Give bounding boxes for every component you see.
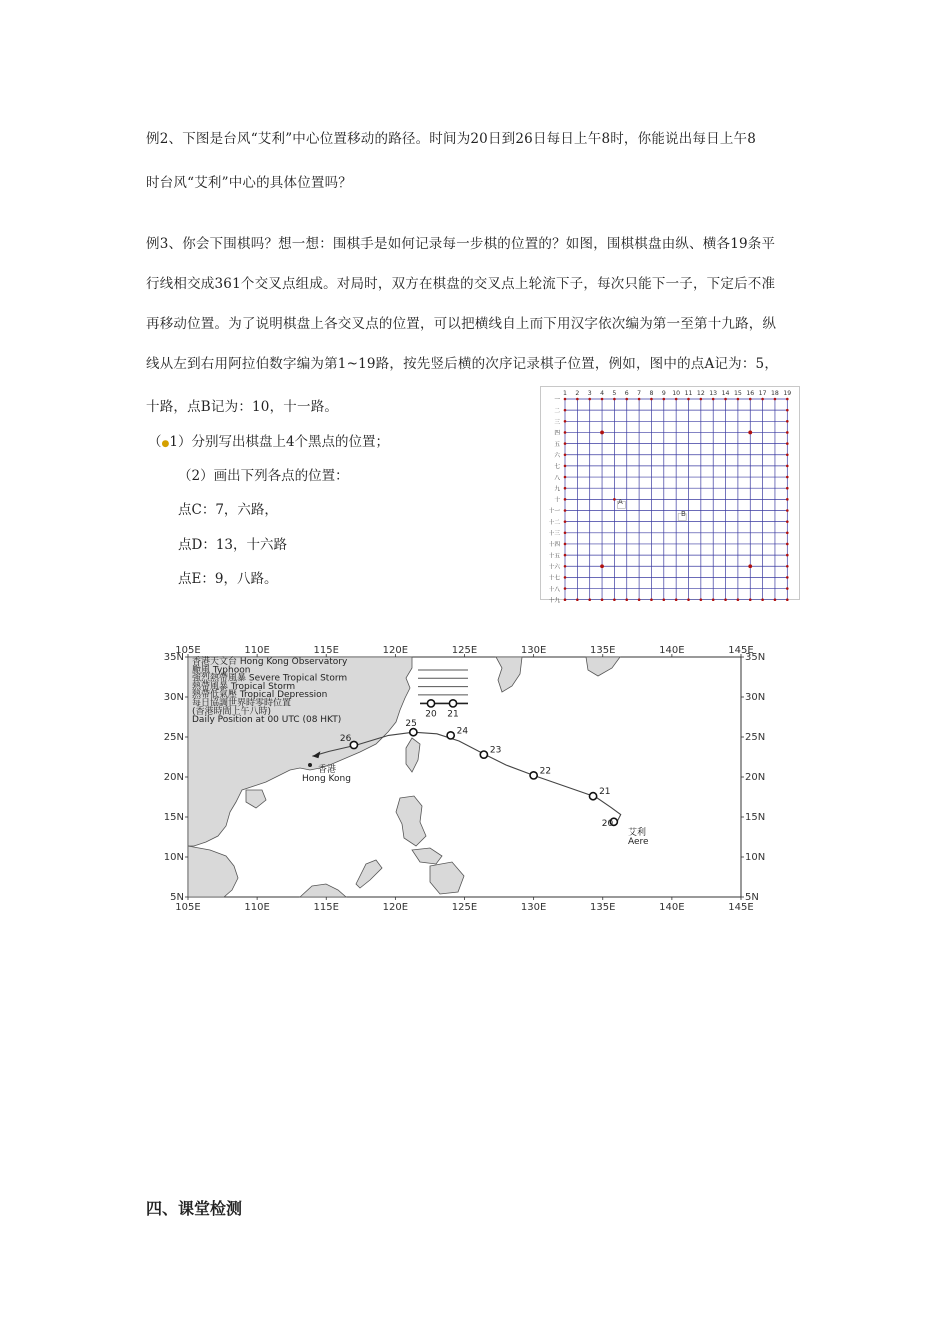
board-row-label: 九 bbox=[554, 486, 560, 493]
example3-line-4: 线从左到右用阿拉伯数字编为第1~19路，按先竖后横的次序记录棋子位置，例如，图中的点A记为：5， bbox=[146, 356, 779, 372]
map-right-lat-label: 10N bbox=[745, 852, 766, 863]
board-edge-point bbox=[564, 487, 567, 490]
point-d: 点D：13，十六路 bbox=[178, 537, 288, 553]
board-edge-point bbox=[675, 398, 678, 401]
storm-name-en: Aere bbox=[628, 837, 649, 847]
map-bottom-lon-label: 145E bbox=[728, 902, 754, 913]
board-edge-point bbox=[564, 431, 567, 434]
board-edge-point bbox=[675, 598, 678, 601]
board-edge-point bbox=[564, 532, 567, 535]
board-column-label: 6 bbox=[624, 390, 629, 397]
board-edge-point bbox=[564, 498, 567, 501]
board-edge-point bbox=[724, 398, 727, 401]
map-bottom-lon-label: 125E bbox=[451, 902, 478, 913]
board-edge-point bbox=[576, 398, 579, 401]
board-row-label: 二 bbox=[554, 408, 560, 415]
board-column-label: 1 bbox=[563, 390, 567, 397]
board-column-label: 18 bbox=[771, 390, 779, 397]
example3-line-3: 再移动位置。为了说明棋盘上各交叉点的位置，可以把横线自上而下用汉字依次编为第一至第十九路，纵 bbox=[146, 316, 777, 332]
track-day-marker-icon bbox=[589, 793, 596, 800]
board-row-label: 十四 bbox=[548, 542, 560, 549]
board-edge-point bbox=[761, 598, 764, 601]
board-column-label: 8 bbox=[649, 390, 654, 397]
map-left-lat-label: 30N bbox=[163, 692, 184, 703]
map-right-lat-label: 30N bbox=[745, 692, 766, 703]
map-left-lat-label: 5N bbox=[170, 892, 184, 903]
board-row-label: 六 bbox=[554, 452, 560, 459]
board-star-point bbox=[600, 564, 604, 568]
track-day-label: 26 bbox=[339, 734, 352, 744]
board-edge-point bbox=[601, 398, 604, 401]
board-edge-point bbox=[749, 398, 752, 401]
board-edge-point bbox=[564, 565, 567, 568]
map-top-lon-label: 135E bbox=[590, 645, 616, 656]
board-column-label: 4 bbox=[600, 390, 605, 397]
board-grid bbox=[565, 399, 787, 600]
example3-line-5: 十路，点B记为：10，十一路。 bbox=[146, 399, 339, 415]
board-row-label: 十六 bbox=[548, 564, 560, 571]
board-row-label: 十八 bbox=[548, 586, 560, 593]
map-right-lat-label: 25N bbox=[745, 732, 766, 743]
board-row-label: 十一 bbox=[548, 508, 560, 515]
board-edge-point bbox=[774, 398, 777, 401]
board-row-label: 五 bbox=[554, 441, 560, 448]
map-bottom-lon-label: 105E bbox=[175, 902, 201, 913]
board-edge-point bbox=[786, 453, 789, 456]
board-edge-point bbox=[761, 398, 764, 401]
board-edge-point bbox=[625, 398, 628, 401]
board-edge-point bbox=[564, 476, 567, 479]
board-edge-point bbox=[564, 465, 567, 468]
example3-line-1: 例3、你会下围棋吗？想一想：围棋手是如何记录每一步棋的位置的？如图，围棋棋盘由纵、横各19条平 bbox=[146, 236, 776, 252]
board-edge-point bbox=[638, 598, 641, 601]
example2-line-1: 例2、下图是台风“艾利”中心位置移动的路径。时间为20日到26日每日上午8时，你能说出每日上午8 bbox=[146, 131, 757, 147]
map-bottom-lon-label: 120E bbox=[382, 902, 409, 913]
track-day-marker-icon bbox=[447, 732, 454, 739]
board-edge-point bbox=[774, 598, 777, 601]
board-point-b-label: B bbox=[681, 510, 686, 518]
track-day-label: 20 bbox=[601, 818, 614, 829]
map-top-lon-label: 120E bbox=[382, 645, 409, 656]
board-row-label: 十二 bbox=[548, 519, 560, 526]
board-edge-point bbox=[650, 598, 653, 601]
board-edge-point bbox=[613, 398, 616, 401]
board-row-label: 十九 bbox=[548, 597, 560, 604]
map-legend-entry: 颱風 Typhoon bbox=[192, 665, 251, 676]
board-edge-point bbox=[786, 587, 789, 590]
board-edge-point bbox=[724, 598, 727, 601]
track-day-marker-icon bbox=[530, 772, 537, 779]
board-edge-point bbox=[786, 565, 789, 568]
board-column-label: 19 bbox=[783, 390, 792, 397]
board-edge-point bbox=[786, 576, 789, 579]
map-left-lat-label: 20N bbox=[163, 772, 184, 783]
board-edge-point bbox=[564, 543, 567, 546]
question-1-text: 1）分别写出棋盘上4个黑点的位置； bbox=[169, 434, 390, 450]
legend-track-marker-icon bbox=[427, 700, 434, 707]
board-edge-point bbox=[786, 442, 789, 445]
board-edge-point bbox=[749, 598, 752, 601]
legend-day-label: 20 bbox=[425, 709, 437, 720]
board-edge-point bbox=[576, 598, 579, 601]
board-edge-point bbox=[712, 398, 715, 401]
go-board bbox=[540, 386, 800, 604]
board-row-labels bbox=[549, 397, 561, 604]
board-column-label: 11 bbox=[684, 390, 693, 397]
board-row-label: 八 bbox=[554, 475, 560, 482]
map-legend-entry: 每日協調世界時零時位置 bbox=[192, 698, 292, 709]
board-edge-point bbox=[786, 487, 789, 490]
point-c: 点C：7，六路， bbox=[178, 502, 278, 518]
board-edge-point bbox=[564, 420, 567, 423]
board-row-label: 十 bbox=[554, 497, 560, 504]
board-point-a bbox=[613, 498, 616, 501]
board-edge-point bbox=[786, 543, 789, 546]
question-2: （2）画出下列各点的位置： bbox=[178, 468, 349, 484]
track-day-label: 22 bbox=[539, 766, 552, 777]
map-right-lat-label: 20N bbox=[745, 772, 766, 783]
map-left-lat-label: 35N bbox=[163, 652, 184, 663]
track-day-label: 23 bbox=[489, 745, 502, 756]
board-edge-point bbox=[687, 398, 690, 401]
board-edge-point bbox=[700, 598, 703, 601]
board-star-point bbox=[748, 431, 752, 435]
map-top-lon-label: 105E bbox=[175, 645, 201, 656]
board-row-label: 十三 bbox=[548, 531, 560, 537]
board-edge-point bbox=[737, 398, 740, 401]
board-row-label: 十五 bbox=[548, 553, 560, 560]
storm-name-cn: 艾利 bbox=[628, 828, 647, 838]
track-day-label: 24 bbox=[456, 726, 469, 737]
board-column-label: 15 bbox=[733, 390, 742, 397]
dot-mark-icon: ● bbox=[161, 439, 170, 449]
board-row-label: 四 bbox=[554, 430, 560, 437]
board-column-label: 5 bbox=[612, 390, 617, 397]
map-top-lon-label: 140E bbox=[659, 645, 685, 656]
board-edge-point bbox=[564, 442, 567, 445]
map-bottom-lon-label: 110E bbox=[244, 902, 270, 913]
board-edge-point bbox=[663, 398, 666, 401]
board-row-label: 一 bbox=[554, 397, 560, 404]
board-row-label: 十七 bbox=[548, 575, 560, 582]
map-top-lon-label: 130E bbox=[520, 645, 547, 656]
board-edge-point bbox=[564, 398, 567, 401]
map-right-lat-label: 15N bbox=[745, 812, 766, 823]
map-legend-entry: 香港天文台 Hong Kong Observatory bbox=[192, 657, 348, 667]
section-4-heading: 四、课堂检测 bbox=[146, 1199, 243, 1218]
track-day-label: 25 bbox=[405, 719, 417, 730]
board-edge-point bbox=[737, 598, 740, 601]
map-bottom-lon-label: 135E bbox=[590, 902, 616, 913]
map-right-lat-label: 5N bbox=[745, 892, 759, 903]
board-column-labels bbox=[563, 390, 791, 397]
map-left-lat-label: 25N bbox=[163, 732, 184, 743]
board-column-label: 2 bbox=[575, 390, 580, 397]
hong-kong-label-cn: 香港 bbox=[318, 765, 337, 775]
map-legend-entry: Daily Position at 00 UTC (08 HKT) bbox=[192, 715, 342, 726]
board-edge-point bbox=[712, 598, 715, 601]
map-legend-entry: 熱帶低氣壓 Tropical Depression bbox=[192, 690, 328, 701]
board-edge-point bbox=[588, 598, 591, 601]
board-edge-point bbox=[786, 431, 789, 434]
board-edge-point bbox=[786, 520, 789, 523]
board-column-label: 16 bbox=[746, 390, 755, 397]
board-edge-point bbox=[564, 509, 567, 512]
hong-kong-label-en: Hong Kong bbox=[302, 774, 351, 784]
map-top-lon-label: 145E bbox=[728, 645, 754, 656]
board-edge-point bbox=[588, 398, 591, 401]
board-column-label: 7 bbox=[637, 390, 642, 397]
board-edge-point bbox=[786, 409, 789, 412]
board-edge-point bbox=[564, 409, 567, 412]
board-edge-point bbox=[638, 398, 641, 401]
board-column-label: 14 bbox=[721, 390, 730, 397]
board-row-label: 三 bbox=[554, 419, 560, 426]
board-column-label: 10 bbox=[672, 390, 681, 397]
board-edge-point bbox=[687, 598, 690, 601]
board-star-point bbox=[600, 431, 604, 435]
point-e: 点E：9，八路。 bbox=[178, 571, 278, 587]
board-frame bbox=[541, 387, 800, 600]
map-bottom-lon-label: 115E bbox=[313, 902, 339, 913]
track-day-marker-icon bbox=[480, 751, 487, 758]
map-legend-entry: (香港時間上午八時) bbox=[192, 706, 272, 717]
map-legend-entry: 熱帶風暴 Tropical Storm bbox=[192, 681, 296, 692]
track-day-marker-icon bbox=[350, 741, 357, 748]
board-edge-point bbox=[564, 576, 567, 579]
board-edge-point bbox=[786, 532, 789, 535]
question-1 bbox=[148, 430, 389, 450]
board-edge-point bbox=[564, 587, 567, 590]
map-bottom-lon-label: 140E bbox=[659, 902, 685, 913]
board-edge-point bbox=[564, 598, 567, 601]
map-top-lon-label: 125E bbox=[451, 645, 478, 656]
board-edge-point bbox=[786, 554, 789, 557]
track-day-label: 21 bbox=[599, 787, 611, 798]
map-legend bbox=[192, 655, 348, 725]
board-edge-point bbox=[663, 598, 666, 601]
map-left-lat-label: 10N bbox=[163, 852, 184, 863]
legend-track-marker-icon bbox=[449, 700, 456, 707]
board-column-label: 12 bbox=[696, 390, 705, 397]
board-edge-point bbox=[786, 420, 789, 423]
board-column-label: 9 bbox=[661, 390, 666, 397]
map-top-lon-label: 115E bbox=[313, 645, 339, 656]
board-edge-point bbox=[613, 598, 616, 601]
map-right-lat-label: 35N bbox=[745, 652, 766, 663]
board-edge-point bbox=[786, 476, 789, 479]
question-1-open-paren: （ bbox=[148, 434, 162, 450]
map-left-lat-label: 15N bbox=[163, 812, 184, 823]
hong-kong-marker-icon bbox=[308, 763, 312, 767]
board-edge-point bbox=[786, 498, 789, 501]
board-point-a-label: A bbox=[618, 498, 623, 506]
typhoon-track-map bbox=[150, 640, 780, 912]
map-top-lon-label: 110E bbox=[244, 645, 270, 656]
board-edge-point bbox=[601, 598, 604, 601]
map-legend-entry: 強烈熱帶風暴 Severe Tropical Storm bbox=[192, 673, 348, 684]
map-bottom-lon-label: 130E bbox=[520, 902, 547, 913]
board-edge-point bbox=[650, 398, 653, 401]
board-edge-point bbox=[786, 465, 789, 468]
track-day-marker-icon bbox=[410, 729, 417, 736]
board-edge-point bbox=[700, 398, 703, 401]
board-edge-point bbox=[564, 520, 567, 523]
board-edge-point bbox=[786, 509, 789, 512]
board-edge-point bbox=[786, 598, 789, 601]
board-column-label: 3 bbox=[587, 390, 592, 397]
board-edge-point bbox=[625, 598, 628, 601]
board-row-label: 七 bbox=[554, 464, 560, 471]
board-star-point bbox=[748, 564, 752, 568]
board-edge-point bbox=[564, 453, 567, 456]
example2-line-2: 时台风“艾利”中心的具体位置吗？ bbox=[146, 175, 353, 191]
example3-line-2: 行线相交成361个交叉点组成。对局时，双方在棋盘的交叉点上轮流下子，每次只能下一子，下定后不准 bbox=[146, 276, 776, 292]
board-edge-point bbox=[786, 398, 789, 401]
board-column-label: 17 bbox=[758, 390, 767, 397]
legend-day-label: 21 bbox=[447, 709, 459, 720]
board-column-label: 13 bbox=[709, 390, 718, 397]
board-edge-point bbox=[564, 554, 567, 557]
